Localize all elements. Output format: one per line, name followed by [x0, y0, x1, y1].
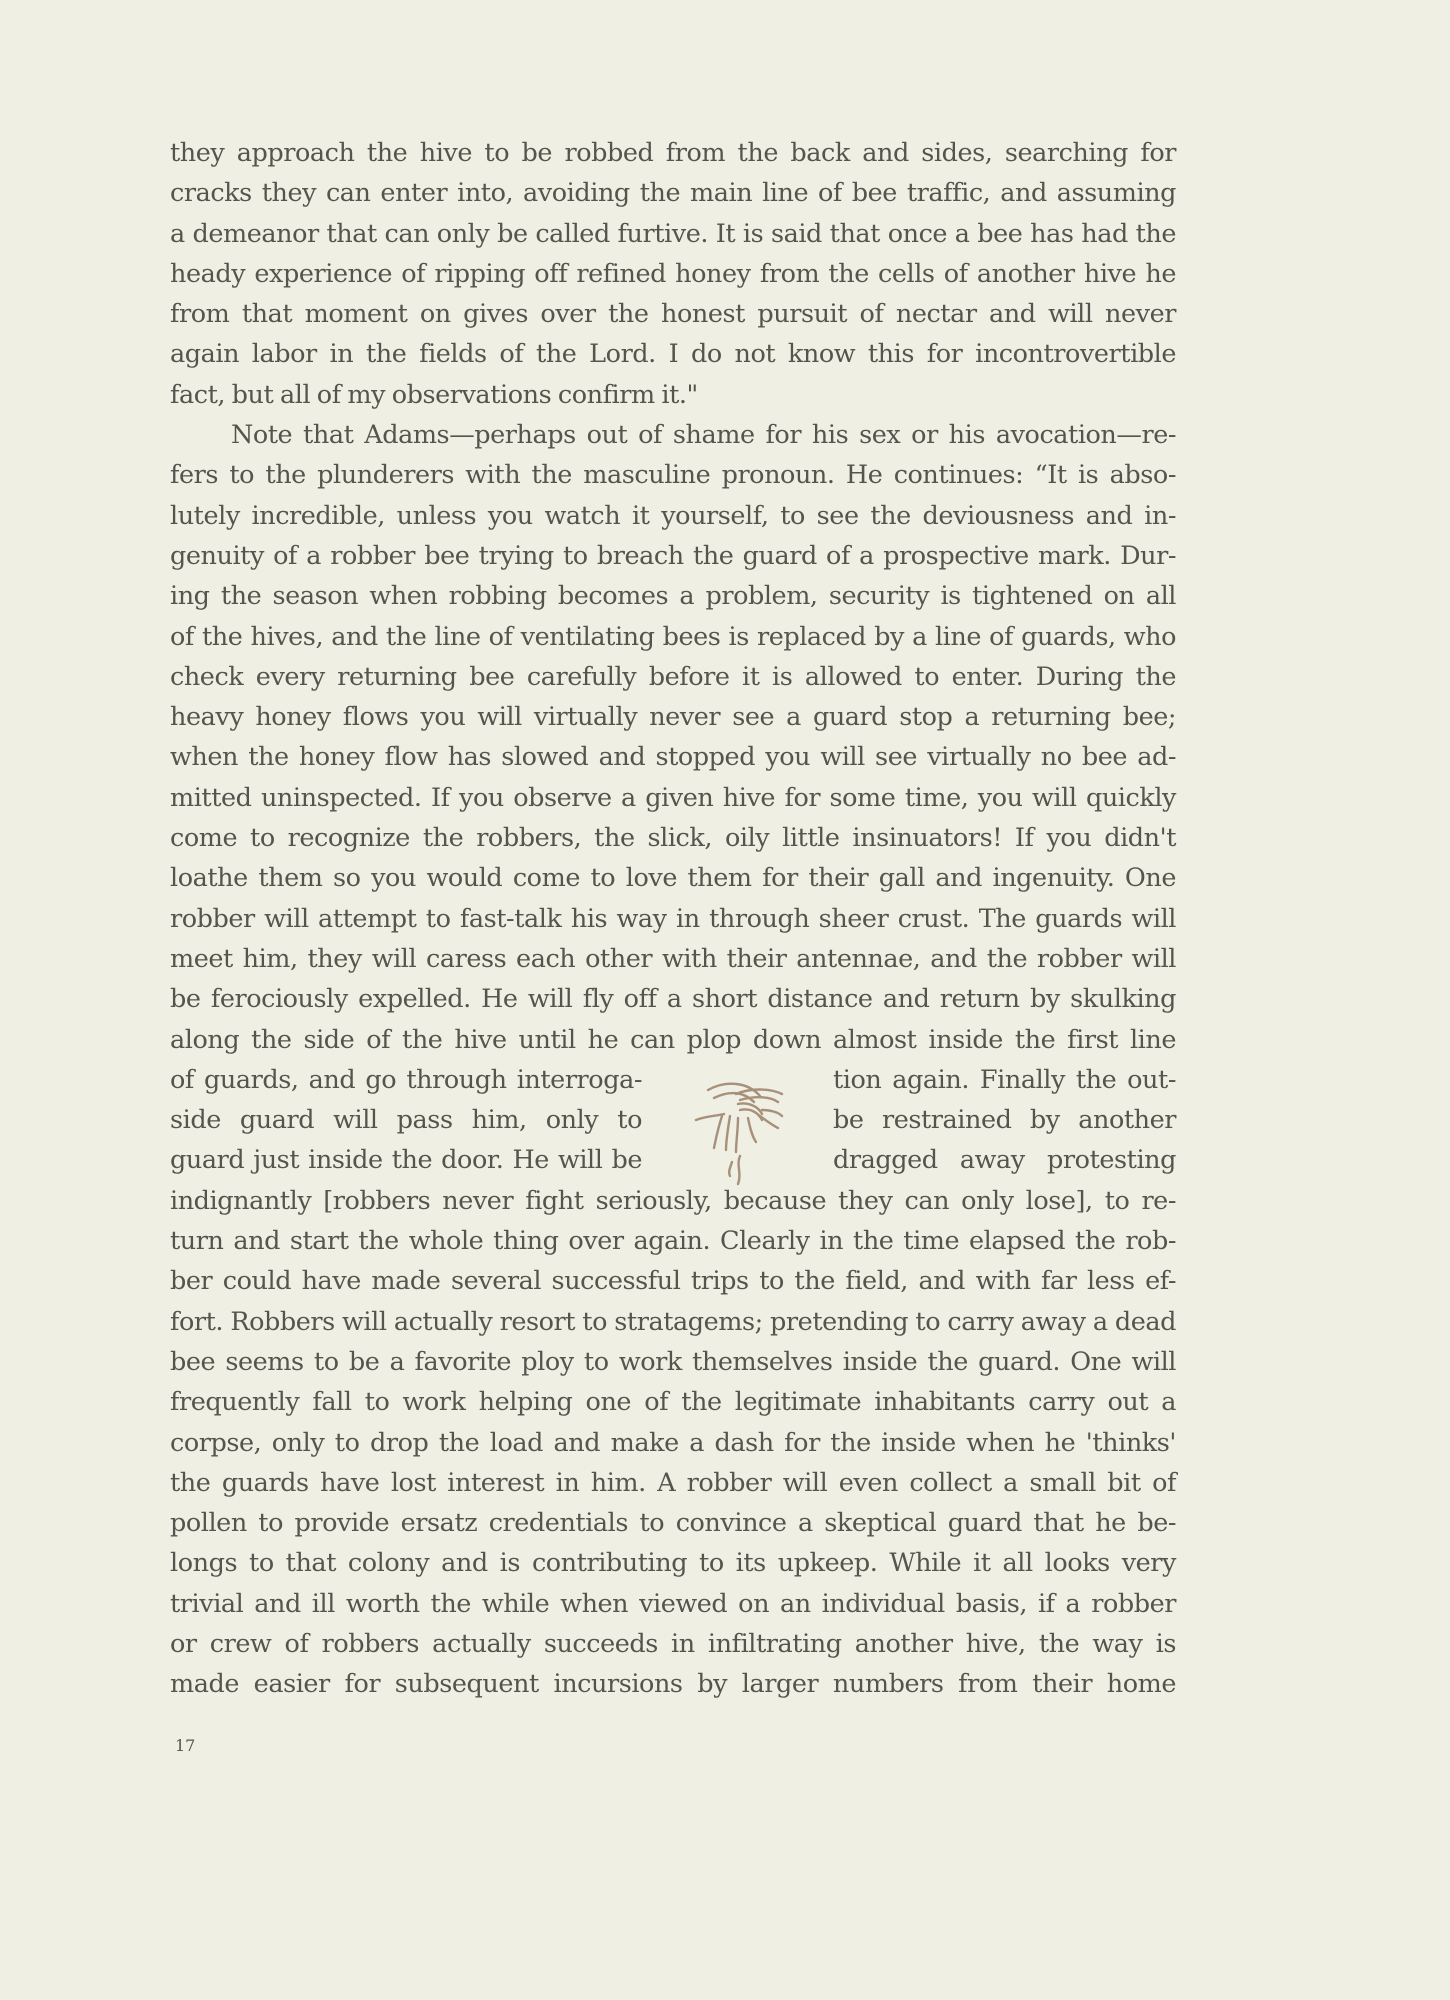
- text-line-right: be restrained by another: [833, 1105, 1176, 1136]
- text-line: heavy honey flows you will virtually never see a guard stop a returning bee;: [170, 702, 1176, 733]
- text-line: ing the season when robbing becomes a problem, security is tightened on all: [170, 581, 1176, 612]
- paragraph-first-line: Note that Adams—perhaps out of shame for his sex or his avocation—re-: [231, 420, 1176, 451]
- text-line-left: side guard will pass him, only to: [170, 1105, 642, 1136]
- text-line: lutely incredible, unless you watch it yourself, to see the deviousness and in-: [170, 500, 1176, 531]
- text-line: robber will attempt to fast-talk his way in through sheer crust. The guards will: [170, 903, 1176, 934]
- text-line: loathe them so you would come to love them for their gall and ingenuity. One: [170, 863, 1176, 894]
- text-line: turn and start the whole thing over again. Clearly in the time elapsed the rob-: [170, 1226, 1176, 1257]
- text-line: fort. Robbers will actually resort to stratagems; pretending to carry away a dead: [170, 1306, 1176, 1337]
- text-line: fact, but all of my observations confirm it.": [170, 379, 698, 410]
- text-line: fers to the plunderers with the masculine pronoun. He continues: “It is abso-: [170, 460, 1176, 491]
- text-line: corpse, only to drop the load and make a dash for the inside when he 'thinks': [170, 1427, 1176, 1458]
- page-number: 17: [175, 1736, 196, 1755]
- text-line: indignantly [robbers never fight seriously, because they can only lose], to re-: [170, 1185, 1176, 1216]
- bee-icon: [678, 1080, 808, 1190]
- text-line: the guards have lost interest in him. A robber will even collect a small bit of: [170, 1467, 1176, 1498]
- text-line: frequently fall to work helping one of the legitimate inhabitants carry out a: [170, 1387, 1176, 1418]
- text-line-left: guard just inside the door. He will be: [170, 1145, 642, 1176]
- text-line: genuity of a robber bee trying to breach the guard of a prospective mark. Dur-: [170, 540, 1176, 571]
- text-line: longs to that colony and is contributing to its upkeep. While it all looks very: [170, 1548, 1176, 1579]
- text-line-split: [170, 1100, 1176, 1140]
- text-line: or crew of robbers actually succeeds in infiltrating another hive, the way is: [170, 1628, 1176, 1659]
- text-line: made easier for subsequent incursions by larger numbers from their home: [170, 1669, 1176, 1700]
- text-line: along the side of the hive until he can plop down almost inside the first line: [170, 1024, 1176, 1055]
- text-line-split: [170, 1140, 1176, 1180]
- body-text: [170, 133, 1176, 1705]
- text-line: come to recognize the robbers, the slick, oily little insinuators! If you didn't: [170, 823, 1176, 854]
- text-line-left: of guards, and go through interroga-: [170, 1064, 642, 1095]
- text-line: be ferociously expelled. He will fly off a short distance and return by skulking: [170, 984, 1176, 1015]
- text-line: ber could have made several successful trips to the field, and with far less ef-: [170, 1266, 1176, 1297]
- text-line-split: [170, 1060, 1176, 1100]
- text-line: again labor in the fields of the Lord. I do not know this for incontrovertible: [170, 339, 1176, 370]
- text-line: of the hives, and the line of ventilating bees is replaced by a line of guards, who: [170, 621, 1176, 652]
- text-line: mitted uninspected. If you observe a given hive for some time, you will quickly: [170, 782, 1176, 813]
- text-line: heady experience of ripping off refined honey from the cells of another hive he: [170, 258, 1176, 289]
- text-line-right: tion again. Finally the out-: [833, 1064, 1176, 1095]
- text-line: from that moment on gives over the honest pursuit of nectar and will never: [170, 299, 1176, 330]
- text-line: a demeanor that can only be called furtive. It is said that once a bee has had the: [170, 218, 1176, 249]
- text-line: meet him, they will caress each other with their antennae, and the robber will: [170, 943, 1176, 974]
- text-line-right: dragged away protesting: [833, 1145, 1176, 1176]
- text-line: trivial and ill worth the while when viewed on an individual basis, if a robber: [170, 1588, 1176, 1619]
- text-line: pollen to provide ersatz credentials to convince a skeptical guard that he be-: [170, 1508, 1176, 1539]
- text-line: they approach the hive to be robbed from the back and sides, searching for: [170, 138, 1176, 168]
- text-line: when the honey flow has slowed and stopped you will see virtually no bee ad-: [170, 742, 1176, 773]
- text-line: bee seems to be a favorite ploy to work themselves inside the guard. One will: [170, 1346, 1176, 1377]
- text-line: check every returning bee carefully before it is allowed to enter. During the: [170, 661, 1176, 692]
- text-line: cracks they can enter into, avoiding the main line of bee traffic, and assuming: [170, 178, 1176, 209]
